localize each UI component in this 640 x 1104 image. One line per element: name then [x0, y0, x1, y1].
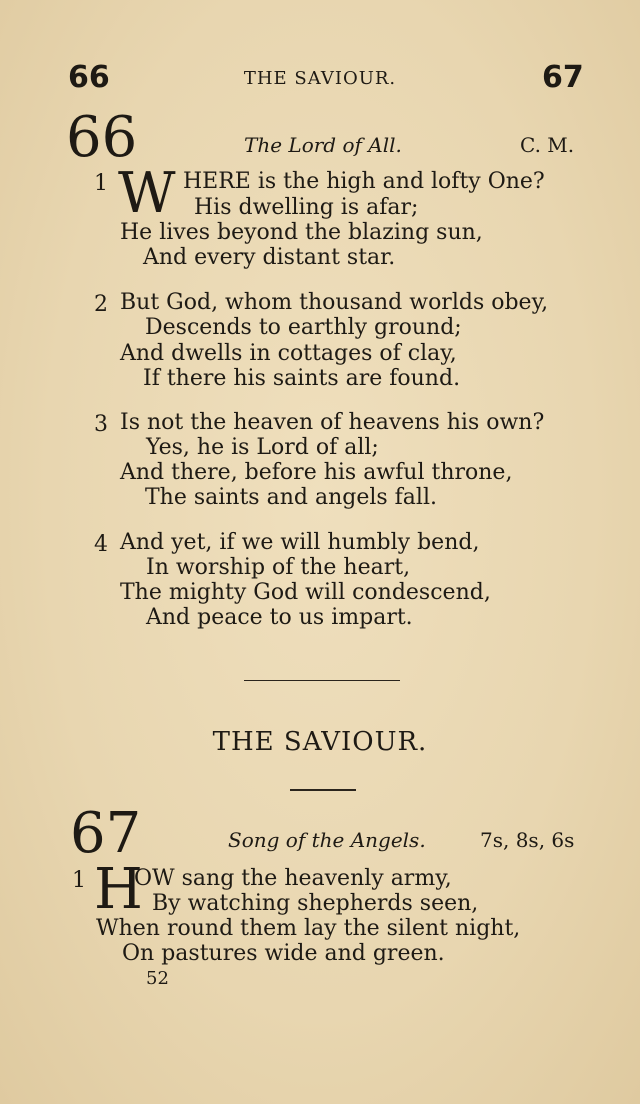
section-title: THE SAVIOUR.	[212, 727, 428, 757]
verse-line: His dwelling is afar;	[194, 195, 419, 220]
verse-number: 1	[72, 868, 86, 893]
verse-line: In worship of the heart,	[146, 555, 411, 580]
verse-line: And there, before his awful throne,	[120, 460, 513, 485]
verse-line: And yet, if we will humbly bend,	[120, 530, 480, 555]
verse-line: If there his saints are found.	[143, 366, 461, 391]
left-page-number: 66	[68, 60, 110, 95]
verse-line: But God, whom thousand worlds obey,	[120, 290, 549, 315]
verse-line: When round them lay the silent night,	[96, 916, 521, 941]
verse-line: Is not the heaven of heavens his own?	[120, 410, 545, 435]
verse-line: HERE is the high and lofty One?	[183, 169, 545, 194]
verse-number: 2	[94, 292, 108, 317]
hymn-number: 66	[66, 105, 138, 170]
hymn-meter: C. M.	[520, 133, 575, 157]
hymn-meter: 7s, 8s, 6s	[480, 828, 575, 852]
verse-line: OW sang the heavenly army,	[134, 866, 452, 891]
verse-line: Descends to earthly ground;	[145, 315, 462, 340]
drop-cap: W	[118, 161, 176, 226]
verse-line: And peace to us impart.	[146, 605, 413, 630]
hymn-title: The Lord of All.	[244, 133, 402, 157]
right-page-number: 67	[542, 60, 584, 95]
verse-line: And dwells in cottages of clay,	[120, 341, 457, 366]
verse-line: He lives beyond the blazing sun,	[120, 220, 483, 245]
verse-line: On pastures wide and green.	[122, 941, 445, 966]
verse-line: And every distant star.	[143, 245, 396, 270]
hymn-title: Song of the Angels.	[228, 828, 426, 852]
verse-line: The mighty God will condescend,	[120, 580, 491, 605]
verse-number: 3	[94, 412, 108, 437]
drop-cap: H	[94, 857, 143, 922]
verse-line: By watching shepherds seen,	[152, 891, 479, 916]
section-rule	[290, 789, 356, 791]
verse-line: The saints and angels fall.	[145, 485, 437, 510]
signature-mark: 52	[146, 968, 169, 989]
hymn-number: 67	[70, 801, 142, 866]
separator-rule	[244, 680, 400, 681]
verse-number: 1	[94, 171, 108, 196]
verse-number: 4	[94, 532, 108, 557]
running-title: THE SAVIOUR.	[243, 68, 397, 89]
verse-line: Yes, he is Lord of all;	[146, 435, 379, 460]
